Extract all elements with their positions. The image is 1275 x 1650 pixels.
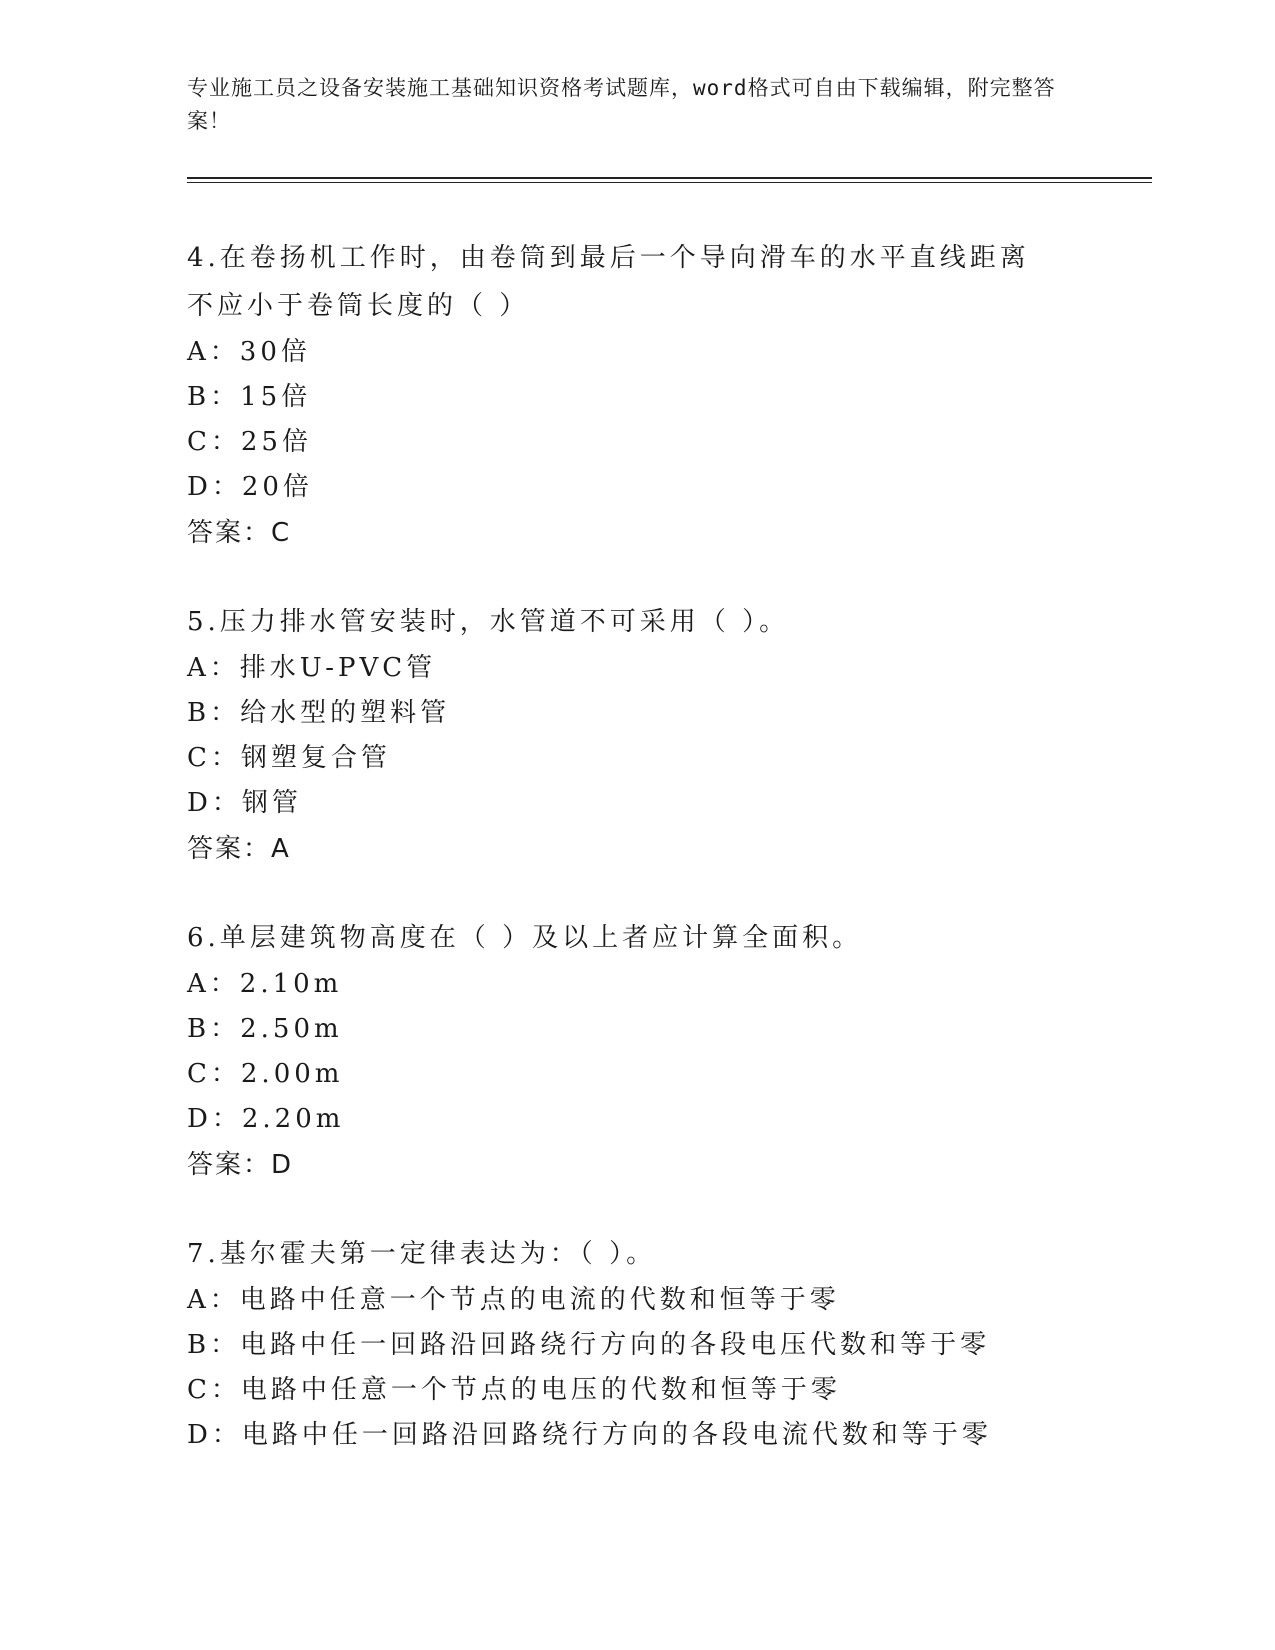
header-rule-thin xyxy=(187,182,1152,183)
option-d: D：20倍 xyxy=(187,472,313,502)
option-b: B：电路中任一回路沿回路绕行方向的各段电压代数和等于零 xyxy=(187,1330,991,1360)
question-7 xyxy=(187,1230,1152,1458)
option-b: B：给水型的塑料管 xyxy=(187,698,451,728)
document-header: 专业施工员之设备安装施工基础知识资格考试题库，word格式可自由下载编辑，附完整答案！ xyxy=(187,76,1056,133)
option-a: A：排水U-PVC管 xyxy=(187,653,437,683)
option-d: D：电路中任一回路沿回路绕行方向的各段电流代数和等于零 xyxy=(187,1420,992,1450)
option-c: C：电路中任意一个节点的电压的代数和恒等于零 xyxy=(187,1375,841,1405)
header-rule-thick xyxy=(187,177,1152,179)
question-6 xyxy=(187,914,1152,1188)
option-a: A：电路中任意一个节点的电流的代数和恒等于零 xyxy=(187,1285,840,1315)
option-c: C：钢塑复合管 xyxy=(187,743,391,773)
answer-label: 答案：D xyxy=(187,1150,294,1180)
question-stem: 6.单层建筑物高度在（ ）及以上者应计算全面积。 xyxy=(187,923,863,953)
option-b: B：2.50m xyxy=(187,1014,343,1044)
option-c: C：2.00m xyxy=(187,1059,344,1089)
option-a: A：2.10m xyxy=(187,969,343,999)
option-d: D：2.20m xyxy=(187,1104,345,1134)
option-b: B：15倍 xyxy=(187,382,312,412)
question-4 xyxy=(187,234,1152,556)
answer-label: 答案：C xyxy=(187,518,292,548)
option-a: A：30倍 xyxy=(187,337,311,367)
option-c: C：25倍 xyxy=(187,427,312,457)
question-stem: 4.在卷扬机工作时，由卷筒到最后一个导向滑车的水平直线距离不应小于卷筒长度的（ ） xyxy=(187,243,1030,321)
question-list xyxy=(187,234,1152,1500)
question-5 xyxy=(187,598,1152,872)
question-stem: 5.压力排水管安装时，水管道不可采用（ ）。 xyxy=(187,607,790,637)
question-stem: 7.基尔霍夫第一定律表达为：（ ）。 xyxy=(187,1239,657,1269)
option-d: D：钢管 xyxy=(187,788,302,818)
answer-label: 答案：A xyxy=(187,834,291,864)
